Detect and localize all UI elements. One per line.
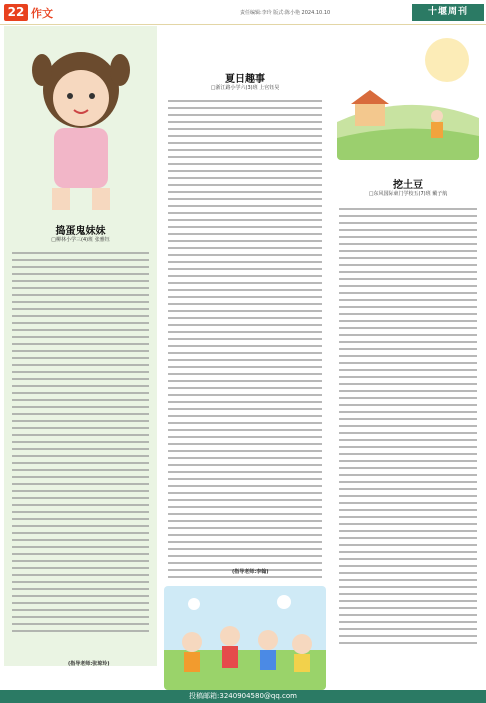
girl-illustration (12, 30, 150, 220)
article-author: □柳林小学三(4)班 张雅钰 (51, 237, 110, 243)
article-body (12, 252, 149, 637)
article-title: 捣蛋鬼妹妹 (55, 226, 106, 237)
article-title: 夏日趣事 (225, 74, 265, 85)
article-title: 挖土豆 (393, 180, 423, 191)
article-right (333, 26, 483, 666)
farm-illustration (337, 30, 479, 160)
teacher-credit: (指导老师:张琼玲) (68, 661, 110, 667)
page-footer (0, 690, 486, 703)
page-header (0, 0, 486, 25)
article-body (339, 208, 477, 649)
article-author: □浙江路小学六(3)班 上官钰昊 (210, 85, 280, 91)
page-number: 22 (4, 4, 28, 21)
section-title: 作文 (31, 7, 53, 20)
article-left (4, 26, 157, 666)
editor-meta: 责任编辑:李玲 版式:陈小艳 2024.10.10 (240, 10, 331, 16)
article-middle (162, 26, 328, 666)
article-author: □东风国际東门学校五(7)班 戴子航 (368, 191, 448, 197)
publication-brand: 十堰周刊 (412, 4, 484, 21)
submission-email: 投稿邮箱:3240904580@qq.com (189, 692, 297, 700)
article-body (168, 100, 322, 583)
teacher-credit: (指导老师:李翰) (232, 569, 269, 575)
children-playing-illustration (164, 586, 326, 690)
